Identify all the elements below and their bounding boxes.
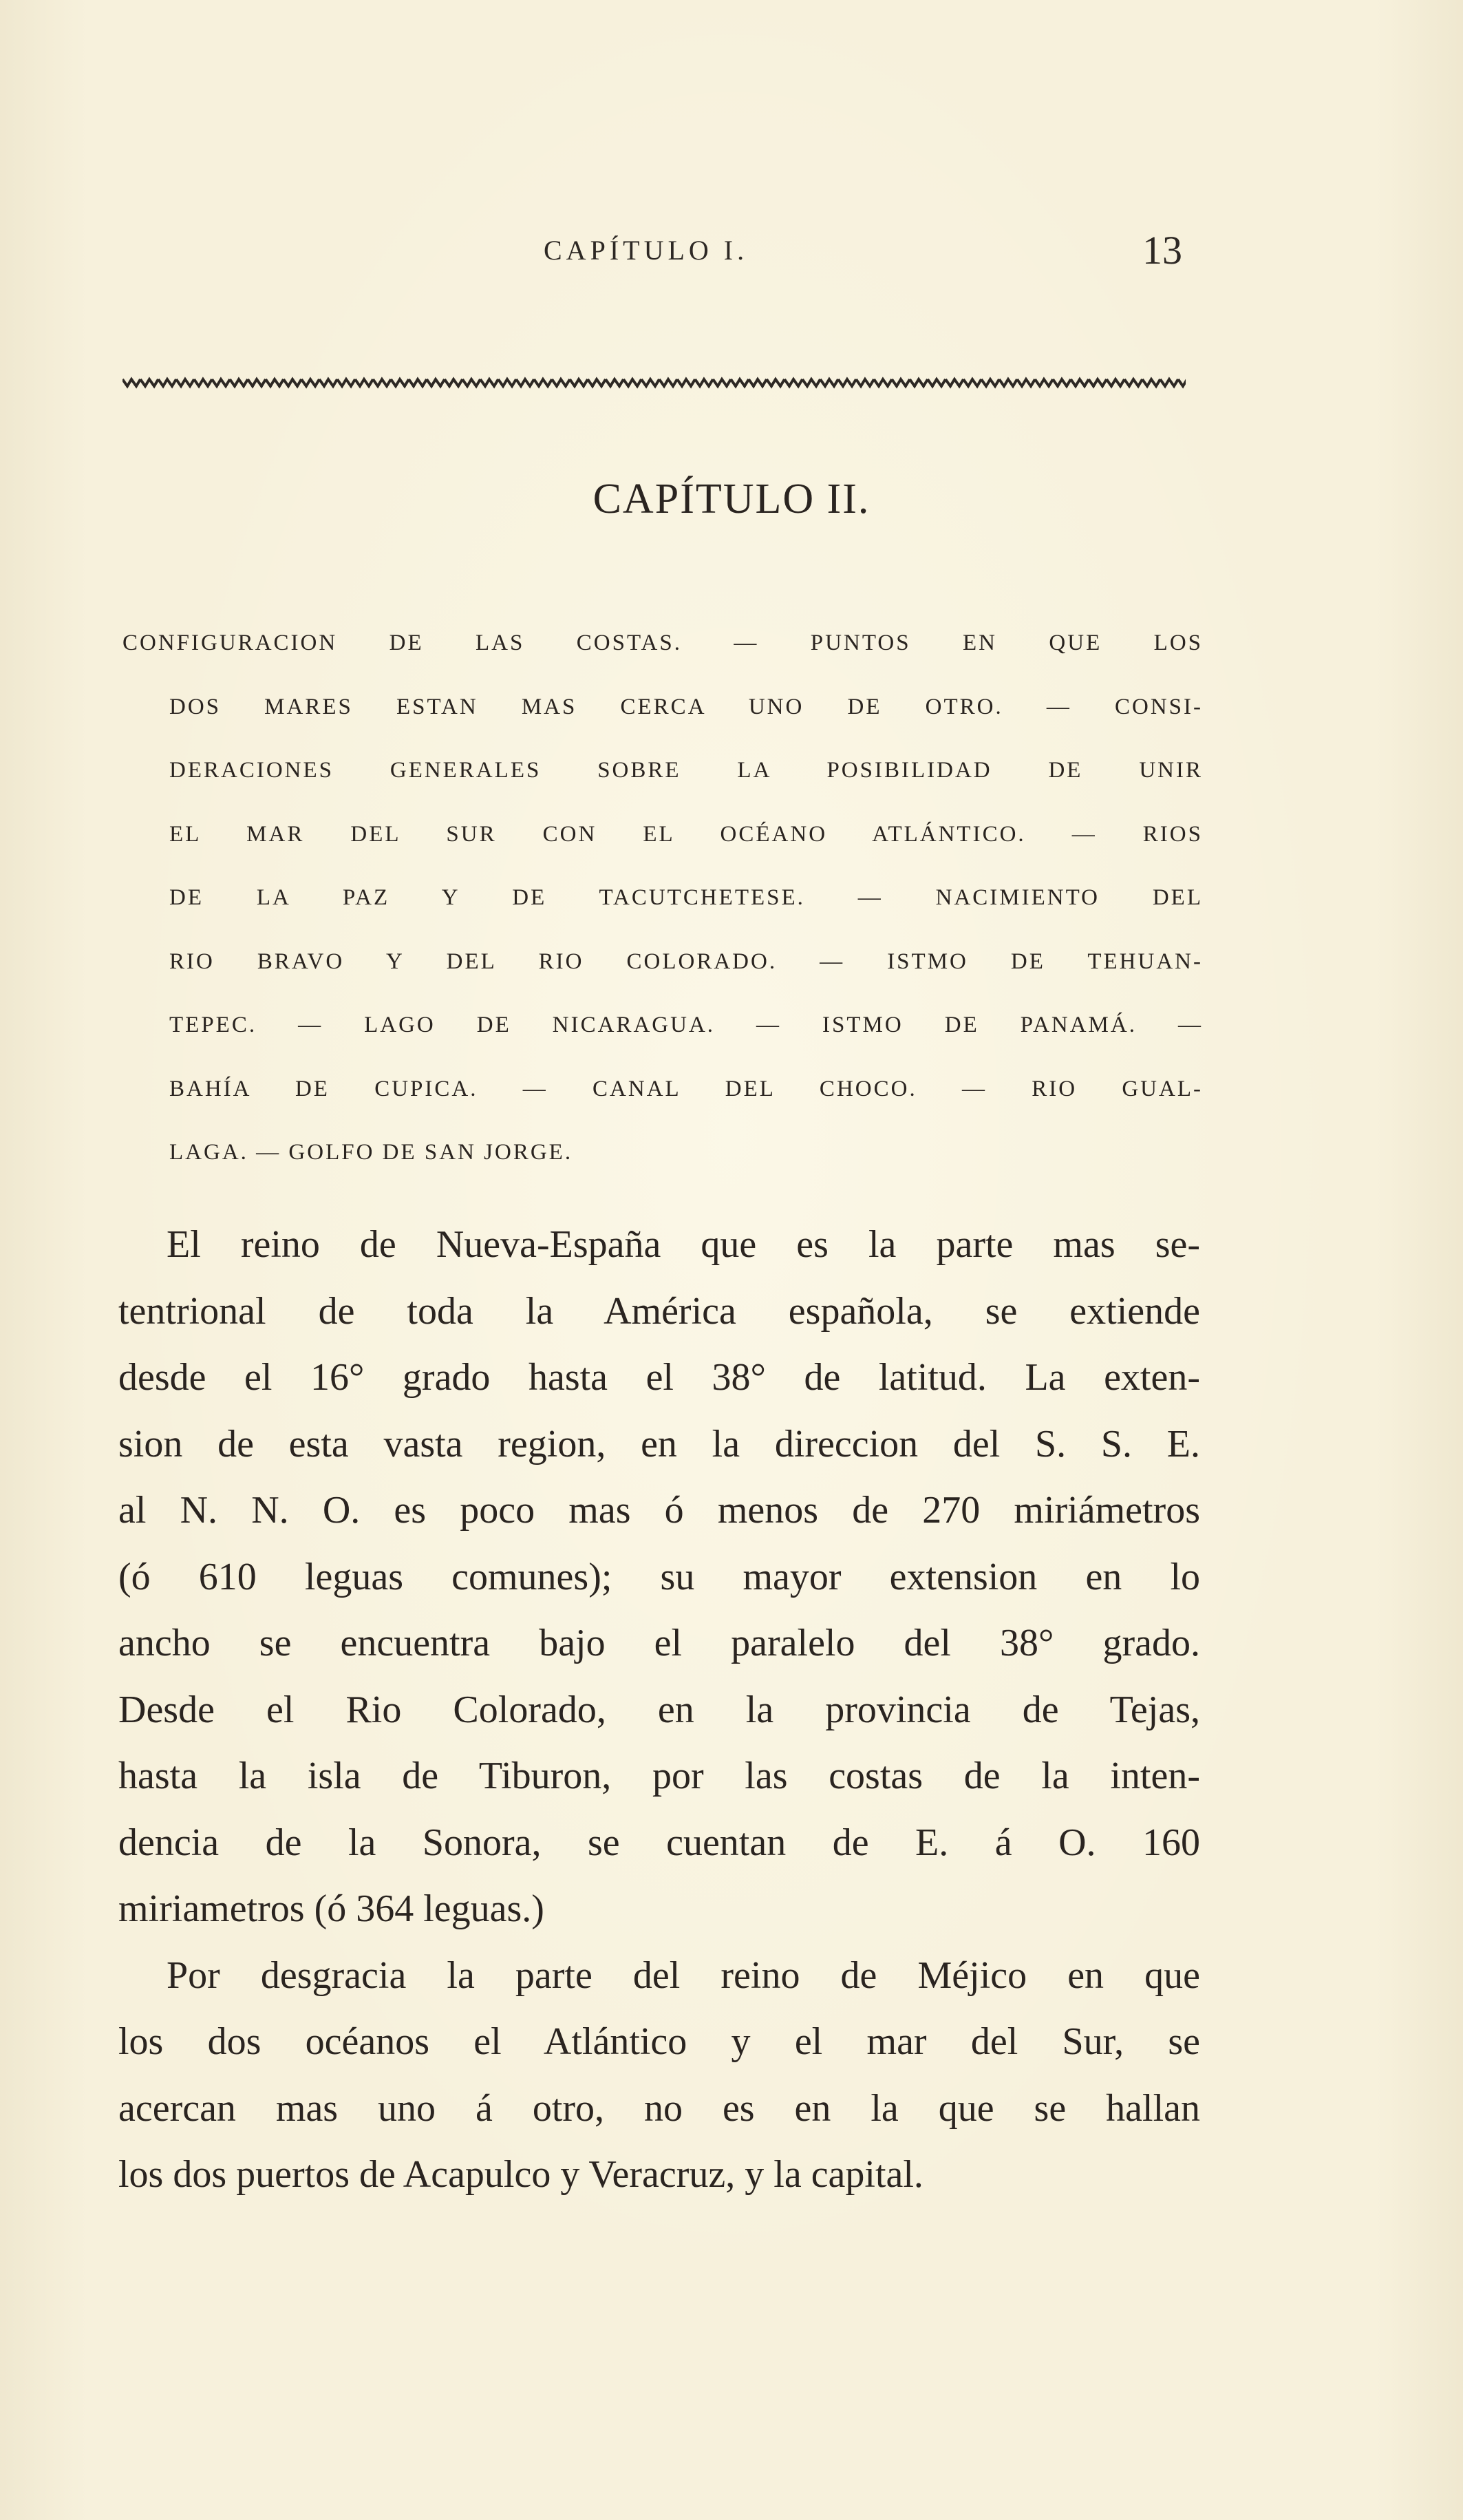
body-line: Desde el Rio Colorado, en la provincia de Tejas, [118, 1688, 1200, 1731]
body-line: ancho se encuentra bajo el paralelo del 38° grado. [118, 1622, 1200, 1664]
summary-line: TEPEC. — LAGO DE NICARAGUA. — ISTMO DE PANAMÁ. — [169, 1013, 1203, 1037]
ornamental-rule [122, 375, 1186, 390]
body-line: (ó 610 leguas comunes); su mayor extension en lo [118, 1555, 1200, 1598]
body-line: miriametros (ó 364 leguas.) [118, 1887, 544, 1930]
summary-line: EL MAR DEL SUR CON EL OCÉANO ATLÁNTICO. — RIOS [169, 821, 1203, 847]
body-text [118, 1211, 1200, 2208]
summary-line: DERACIONES GENERALES SOBRE LA POSIBILIDAD DE UNIR [169, 758, 1203, 783]
body-line: hasta la isla de Tiburon, por las costas de la inten- [118, 1755, 1200, 1797]
running-title: CAPÍTULO I. [544, 235, 749, 266]
body-line: dencia de la Sonora, se cuentan de E. á O. 160 [118, 1821, 1200, 1864]
body-line: sion de esta vasta region, en la direccion del S. S. E. [118, 1422, 1200, 1465]
chapter-title: CAPÍTULO II. [592, 476, 871, 522]
chapter-summary [122, 611, 1203, 1185]
body-line: acercan mas uno á otro, no es en la que se hallan [118, 2086, 1200, 2130]
body-line: tentrional de toda la América española, se extiende [118, 1289, 1200, 1333]
body-line: los dos puertos de Acapulco y Veracruz, y la capital. [118, 2153, 923, 2196]
body-line: Por desgracia la parte del reino de Méjico en que [167, 1953, 1200, 1997]
body-line: al N. N. O. es poco mas ó menos de 270 miriámetros [118, 1489, 1200, 1532]
summary-line: RIO BRAVO Y DEL RIO COLORADO. — ISTMO DE TEHUAN- [169, 949, 1203, 974]
running-head [0, 227, 1463, 282]
summary-line: CONFIGURACION DE LAS COSTAS. — PUNTOS EN QUE LOS [122, 631, 1203, 655]
body-line: desde el 16° grado hasta el 38° de latitud. La exten- [118, 1356, 1200, 1399]
summary-line: LAGA. — GOLFO DE SAN JORGE. [169, 1140, 573, 1165]
summary-line: DE LA PAZ Y DE TACUTCHETESE. — NACIMIENTO DEL [169, 885, 1203, 910]
page-number: 13 [1142, 228, 1182, 273]
summary-line: DOS MARES ESTAN MAS CERCA UNO DE OTRO. — CONSI- [169, 694, 1203, 719]
body-line: los dos océanos el Atlántico y el mar del Sur, se [118, 2020, 1200, 2063]
summary-line: BAHÍA DE CUPICA. — CANAL DEL CHOCO. — RIO GUAL- [169, 1076, 1203, 1101]
body-line: El reino de Nueva-España que es la parte mas se- [167, 1223, 1200, 1266]
